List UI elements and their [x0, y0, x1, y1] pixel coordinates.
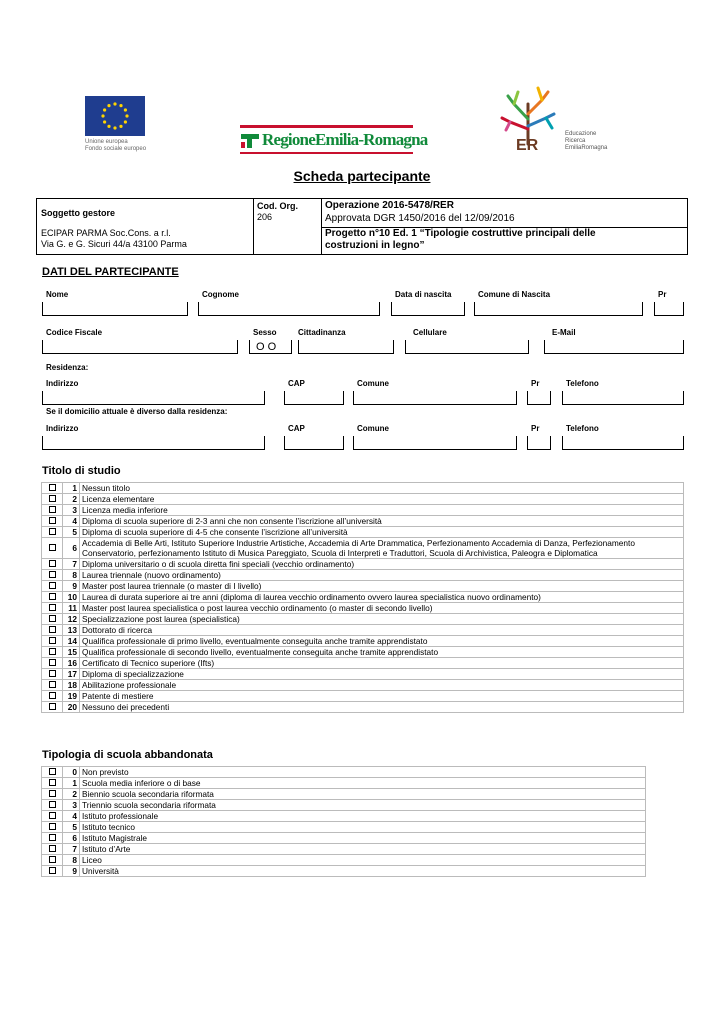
scuola-abbandonata-row — [42, 866, 646, 877]
checkbox-square-icon[interactable] — [49, 506, 56, 513]
res-pr-label: Pr — [531, 379, 540, 388]
item-number: 7 — [63, 559, 80, 570]
email-field[interactable] — [544, 340, 684, 354]
checkbox-square-icon[interactable] — [49, 867, 56, 874]
item-number: 1 — [63, 778, 80, 789]
checkbox-square-icon[interactable] — [49, 856, 56, 863]
eu-caption-line2: Fondo sociale europeo — [85, 146, 147, 152]
item-number: 1 — [63, 483, 80, 494]
domicilio-note: Se il domicilio attuale è diverso dalla residenza: — [46, 407, 228, 416]
item-number: 9 — [63, 866, 80, 877]
item-number: 4 — [63, 516, 80, 527]
item-text: Qualifica professionale di secondo livello, eventualmente conseguita anche tramite apprendistato — [80, 647, 684, 658]
item-text: Master post laurea triennale (o master di I livello) — [80, 581, 684, 592]
item-number: 10 — [63, 592, 80, 603]
item-number: 2 — [63, 789, 80, 800]
res-indirizzo-field[interactable] — [42, 391, 265, 405]
titolo-studio-row — [42, 505, 684, 516]
item-text: Istituto tecnico — [80, 822, 646, 833]
checkbox-square-icon[interactable] — [49, 703, 56, 710]
dom-indirizzo-field[interactable] — [42, 436, 265, 450]
checkbox[interactable] — [42, 811, 63, 822]
item-number: 19 — [63, 691, 80, 702]
item-number: 8 — [63, 855, 80, 866]
item-number: 18 — [63, 680, 80, 691]
item-text: Diploma di specializzazione — [80, 669, 684, 680]
item-text: Triennio scuola secondaria riformata — [80, 800, 646, 811]
checkbox[interactable] — [42, 691, 63, 702]
er-mark: ER — [516, 137, 539, 152]
checkbox-square-icon[interactable] — [49, 692, 56, 699]
item-text: Università — [80, 866, 646, 877]
checkbox-square-icon[interactable] — [49, 812, 56, 819]
checkbox[interactable] — [42, 614, 63, 625]
checkbox[interactable] — [42, 581, 63, 592]
checkbox-square-icon[interactable] — [49, 528, 56, 535]
email-label: E-Mail — [552, 328, 576, 337]
cod-org-label: Cod. Org. — [257, 201, 298, 211]
checkbox[interactable] — [42, 483, 63, 494]
dom-comune-label: Comune — [357, 424, 389, 433]
comune-nascita-label: Comune di Nascita — [478, 290, 551, 299]
item-number: 15 — [63, 647, 80, 658]
soggetto-name: ECIPAR PARMA Soc.Cons. a r.l. — [41, 228, 171, 238]
checkbox[interactable] — [42, 702, 63, 713]
operazione: Operazione 2016-5478/RER — [325, 200, 454, 211]
titolo-studio-row — [42, 614, 684, 625]
scuola-abbandonata-row — [42, 833, 646, 844]
dom-pr-label: Pr — [531, 424, 540, 433]
checkbox-square-icon[interactable] — [49, 484, 56, 491]
checkbox[interactable] — [42, 636, 63, 647]
titolo-studio-row — [42, 516, 684, 527]
eu-flag-logo — [85, 96, 145, 136]
cognome-field[interactable] — [198, 302, 380, 316]
scuola-abbandonata-row — [42, 789, 646, 800]
regione-mark-icon — [240, 131, 260, 151]
progetto-line2: costruzioni in legno” — [325, 240, 425, 251]
item-text: Licenza elementare — [80, 494, 684, 505]
scuola-abbandonata-row — [42, 844, 646, 855]
res-comune-label: Comune — [357, 379, 389, 388]
checkbox-square-icon[interactable] — [49, 582, 56, 589]
eu-caption — [85, 139, 165, 153]
checkbox[interactable] — [42, 647, 63, 658]
sesso-options[interactable]: O O — [256, 341, 277, 353]
item-text: Licenza media inferiore — [80, 505, 684, 516]
checkbox[interactable] — [42, 592, 63, 603]
dom-indirizzo-label: Indirizzo — [46, 424, 79, 433]
dom-cap-label: CAP — [288, 424, 305, 433]
item-text: Specializzazione post laurea (specialistica) — [80, 614, 684, 625]
pr-nascita-field[interactable] — [654, 302, 684, 316]
res-indirizzo-label: Indirizzo — [46, 379, 79, 388]
scuola-abbandonata-row — [42, 778, 646, 789]
cognome-label: Cognome — [202, 290, 239, 299]
page-title: Scheda partecipante — [293, 168, 431, 184]
item-text: Istituto Magistrale — [80, 833, 646, 844]
checkbox[interactable] — [42, 866, 63, 877]
scuola-abbandonata-row — [42, 800, 646, 811]
item-number: 6 — [63, 538, 80, 559]
checkbox-square-icon[interactable] — [49, 615, 56, 622]
checkbox[interactable] — [42, 658, 63, 669]
scuola-abbandonata-row — [42, 767, 646, 778]
res-cap-field[interactable] — [284, 391, 344, 405]
checkbox-square-icon[interactable] — [49, 626, 56, 633]
cellulare-label: Cellulare — [413, 328, 447, 337]
titolo-studio-row — [42, 592, 684, 603]
item-text: Laurea di durata superiore ai tre anni (diploma di laurea vecchio ordinamento ovvero laurea specialistica nuovo ordinamento) — [80, 592, 684, 603]
item-text: Istituto professionale — [80, 811, 646, 822]
checkbox[interactable] — [42, 538, 63, 559]
titolo-studio-row — [42, 538, 684, 559]
checkbox-square-icon[interactable] — [49, 648, 56, 655]
titolo-studio-row — [42, 669, 684, 680]
item-text: Liceo — [80, 855, 646, 866]
titolo-studio-row — [42, 625, 684, 636]
checkbox[interactable] — [42, 767, 63, 778]
item-text: Nessuno dei precedenti — [80, 702, 684, 713]
titolo-studio-heading: Titolo di studio — [42, 465, 121, 477]
titolo-studio-row — [42, 702, 684, 713]
region-name: RegioneEmilia-Romagna — [262, 130, 428, 149]
titolo-studio-row — [42, 603, 684, 614]
soggetto-address: Via G. e G. Sicuri 44/a 43100 Parma — [41, 239, 187, 249]
item-text: Scuola media inferiore o di base — [80, 778, 646, 789]
regione-logo — [240, 125, 428, 155]
item-number: 7 — [63, 844, 80, 855]
res-cap-label: CAP — [288, 379, 305, 388]
checkbox[interactable] — [42, 559, 63, 570]
checkbox-square-icon[interactable] — [49, 823, 56, 830]
checkbox-square-icon[interactable] — [49, 790, 56, 797]
item-number: 11 — [63, 603, 80, 614]
eu-caption-line1: Unione europea — [85, 139, 128, 145]
item-text: Diploma universitario o di scuola diretta fini speciali (vecchio ordinamento) — [80, 559, 684, 570]
titolo-studio-row — [42, 570, 684, 581]
nome-label: Nome — [46, 290, 69, 299]
checkbox[interactable] — [42, 625, 63, 636]
checkbox-square-icon[interactable] — [49, 604, 56, 611]
codice-fiscale-field[interactable] — [42, 340, 238, 354]
data-nascita-label: Data di nascita — [395, 290, 452, 299]
cellulare-field[interactable] — [405, 340, 529, 354]
checkbox[interactable] — [42, 570, 63, 581]
pr-nascita-label: Pr — [658, 290, 667, 299]
dom-pr-field[interactable] — [527, 436, 551, 450]
header-box — [36, 198, 688, 255]
item-text: Qualifica professionale di primo livello, eventualmente conseguita anche tramite apprendistato — [80, 636, 684, 647]
item-text: Diploma di scuola superiore di 4-5 che consente l’iscrizione all’università — [80, 527, 684, 538]
checkbox[interactable] — [42, 844, 63, 855]
checkbox-square-icon[interactable] — [49, 517, 56, 524]
progetto-line1: Progetto n°10 Ed. 1 “Tipologie costruttive principali delle — [325, 228, 596, 239]
checkbox[interactable] — [42, 669, 63, 680]
checkbox-square-icon[interactable] — [49, 834, 56, 841]
comune-nascita-field[interactable] — [474, 302, 643, 316]
titolo-studio-row — [42, 636, 684, 647]
checkbox-square-icon[interactable] — [49, 801, 56, 808]
checkbox-square-icon[interactable] — [49, 495, 56, 502]
scuola-abbandonata-row — [42, 855, 646, 866]
checkbox-square-icon[interactable] — [49, 779, 56, 786]
titolo-studio-row — [42, 647, 684, 658]
checkbox[interactable] — [42, 680, 63, 691]
item-number: 3 — [63, 505, 80, 516]
checkbox[interactable] — [42, 789, 63, 800]
item-number: 5 — [63, 822, 80, 833]
item-number: 3 — [63, 800, 80, 811]
item-number: 4 — [63, 811, 80, 822]
soggetto-cell — [37, 199, 254, 254]
item-number: 8 — [63, 570, 80, 581]
item-text: Patente di mestiere — [80, 691, 684, 702]
item-text: Master post laurea specialistica o post laurea vecchio ordinamento (o master di secondo livello) — [80, 603, 684, 614]
titolo-studio-row — [42, 581, 684, 592]
checkbox-square-icon[interactable] — [49, 845, 56, 852]
res-telefono-label: Telefono — [566, 379, 599, 388]
checkbox[interactable] — [42, 505, 63, 516]
titolo-studio-row — [42, 691, 684, 702]
checkbox-square-icon[interactable] — [49, 571, 56, 578]
checkbox[interactable] — [42, 822, 63, 833]
er-caption-line1: Educazione — [565, 131, 597, 137]
item-text: Abilitazione professionale — [80, 680, 684, 691]
checkbox-square-icon[interactable] — [49, 681, 56, 688]
scuola-abbandonata-row — [42, 822, 646, 833]
nome-field[interactable] — [42, 302, 188, 316]
item-text: Accademia di Belle Arti, Istituto Superiore Industrie Artistiche, Accademia di Arte Drammatica, Perfezionamento Accademia di Danza, Perfezionamento Conservatorio, perfezionamento Istituto di Musica Pareggiato, Scuola di Interpreti e Traduttori, Scuola di Archivistica, Paleogra e Diplomatica — [80, 538, 684, 559]
item-number: 9 — [63, 581, 80, 592]
dom-cap-field[interactable] — [284, 436, 344, 450]
dom-telefono-field[interactable] — [562, 436, 684, 450]
checkbox-square-icon[interactable] — [49, 637, 56, 644]
item-text: Istituto d’Arte — [80, 844, 646, 855]
titolo-studio-row — [42, 559, 684, 570]
item-number: 17 — [63, 669, 80, 680]
titolo-studio-row — [42, 680, 684, 691]
item-number: 6 — [63, 833, 80, 844]
soggetto-label: Soggetto gestore — [41, 208, 116, 218]
item-number: 5 — [63, 527, 80, 538]
data-nascita-field[interactable] — [391, 302, 465, 316]
sesso-label: Sesso — [253, 328, 277, 337]
dom-comune-field[interactable] — [353, 436, 517, 450]
cod-org-cell — [253, 199, 322, 254]
item-number: 20 — [63, 702, 80, 713]
checkbox-square-icon[interactable] — [49, 670, 56, 677]
checkbox-square-icon[interactable] — [49, 768, 56, 775]
item-text: Certificato di Tecnico superiore (Ifts) — [80, 658, 684, 669]
titolo-studio-table — [41, 482, 684, 713]
checkbox-square-icon[interactable] — [49, 544, 56, 551]
item-number: 0 — [63, 767, 80, 778]
item-text: Nessun titolo — [80, 483, 684, 494]
checkbox[interactable] — [42, 516, 63, 527]
checkbox[interactable] — [42, 833, 63, 844]
checkbox[interactable] — [42, 527, 63, 538]
checkbox[interactable] — [42, 494, 63, 505]
item-text: Dottorato di ricerca — [80, 625, 684, 636]
scuola-abbandonata-table — [41, 766, 646, 877]
checkbox-square-icon[interactable] — [49, 560, 56, 567]
checkbox[interactable] — [42, 855, 63, 866]
item-text: Biennio scuola secondaria riformata — [80, 789, 646, 800]
item-text: Laurea triennale (nuovo ordinamento) — [80, 570, 684, 581]
item-number: 13 — [63, 625, 80, 636]
res-comune-field[interactable] — [353, 391, 517, 405]
checkbox[interactable] — [42, 800, 63, 811]
checkbox-square-icon[interactable] — [49, 593, 56, 600]
scuola-abbandonata-heading: Tipologia di scuola abbandonata — [42, 749, 213, 761]
checkbox[interactable] — [42, 603, 63, 614]
item-number: 12 — [63, 614, 80, 625]
er-caption-line3: EmiliaRomagna — [565, 145, 608, 151]
cod-org-value: 206 — [257, 212, 273, 222]
item-number: 16 — [63, 658, 80, 669]
res-telefono-field[interactable] — [562, 391, 684, 405]
er-caption — [565, 131, 607, 152]
titolo-studio-row — [42, 658, 684, 669]
scuola-abbandonata-row — [42, 811, 646, 822]
codice-fiscale-label: Codice Fiscale — [46, 328, 103, 337]
dom-telefono-label: Telefono — [566, 424, 599, 433]
checkbox[interactable] — [42, 778, 63, 789]
er-tree-logo — [498, 84, 558, 152]
titolo-studio-row — [42, 483, 684, 494]
residenza-label: Residenza: — [46, 363, 89, 372]
item-number: 2 — [63, 494, 80, 505]
cittadinanza-field[interactable] — [298, 340, 394, 354]
checkbox-square-icon[interactable] — [49, 659, 56, 666]
titolo-studio-row — [42, 527, 684, 538]
item-text: Diploma di scuola superiore di 2-3 anni che non consente l’iscrizione all’università — [80, 516, 684, 527]
dati-heading: DATI DEL PARTECIPANTE — [42, 266, 179, 278]
approvata: Approvata DGR 1450/2016 del 12/09/2016 — [325, 213, 515, 224]
titolo-studio-row — [42, 494, 684, 505]
res-pr-field[interactable] — [527, 391, 551, 405]
item-text: Non previsto — [80, 767, 646, 778]
er-caption-line2: Ricerca — [565, 138, 586, 144]
item-number: 14 — [63, 636, 80, 647]
cittadinanza-label: Cittadinanza — [298, 328, 346, 337]
